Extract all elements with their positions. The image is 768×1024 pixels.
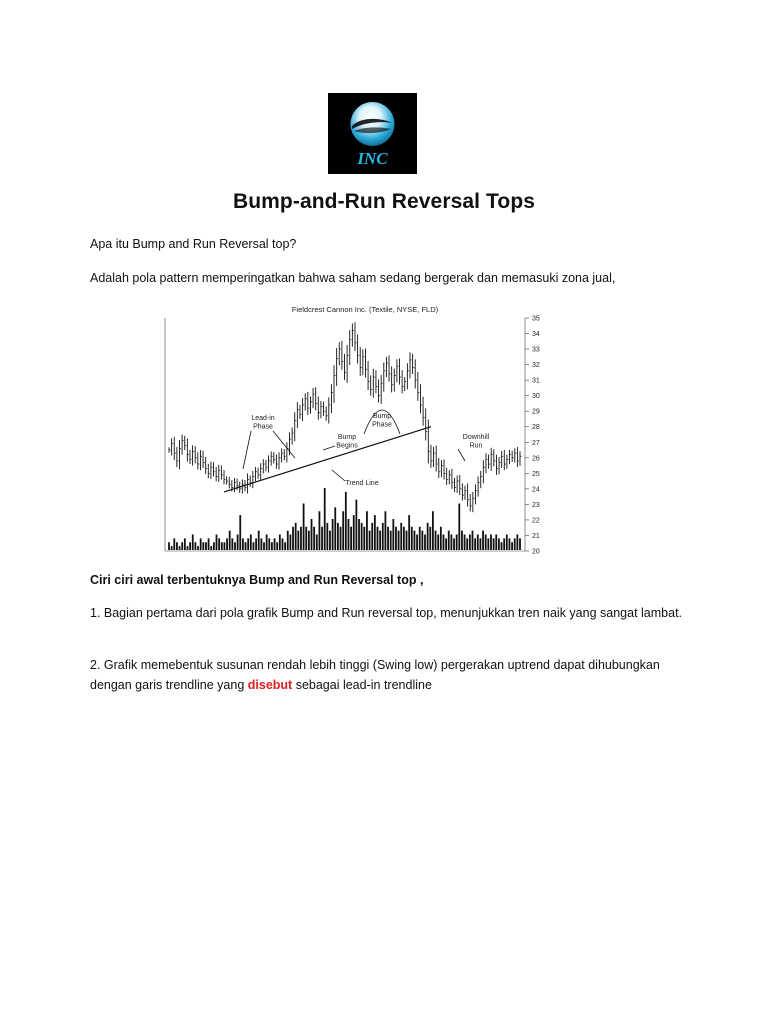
company-logo xyxy=(328,93,417,174)
volume-bar xyxy=(495,535,497,551)
volume-bar xyxy=(395,527,397,550)
volume-bar xyxy=(348,519,350,550)
y-tick-label: 31 xyxy=(532,377,540,385)
volume-bar xyxy=(379,531,381,550)
point-two-text-end: sebagai lead-in trendline xyxy=(292,678,432,692)
volume-bar xyxy=(427,523,429,550)
price-chart-svg xyxy=(155,298,570,554)
volume-bar xyxy=(271,542,273,550)
volume-bar xyxy=(435,531,437,550)
volume-bar xyxy=(274,538,276,550)
volume-bar xyxy=(279,535,281,551)
logo-text: INC xyxy=(357,149,388,168)
volume-bar xyxy=(450,535,452,551)
volume-bar xyxy=(205,542,207,550)
annotation-pointer xyxy=(332,470,345,481)
volume-bar xyxy=(308,531,310,550)
volume-bar xyxy=(400,523,402,550)
volume-bar xyxy=(237,535,239,551)
volume-bar xyxy=(311,519,313,550)
volume-bar xyxy=(218,538,220,550)
volume-bar xyxy=(445,538,447,550)
volume-bar xyxy=(382,523,384,550)
volume-bar xyxy=(210,546,212,550)
price-chart xyxy=(155,298,570,554)
volume-bar xyxy=(202,542,204,550)
page-title: Bump-and-Run Reversal Tops xyxy=(232,190,536,213)
y-tick-label: 34 xyxy=(532,331,540,339)
volume-bar xyxy=(319,511,321,550)
volume-bar xyxy=(355,500,357,550)
y-tick-label: 26 xyxy=(532,455,540,463)
volume-bar xyxy=(200,538,202,550)
chart-annotation-line: Begins xyxy=(336,442,358,450)
volume-bar xyxy=(332,519,334,550)
volume-bar xyxy=(416,535,418,551)
chart-annotation-line: Bump xyxy=(372,413,392,420)
volume-bar xyxy=(229,531,231,550)
y-tick-label: 28 xyxy=(532,424,540,432)
volume-bar xyxy=(224,542,226,550)
volume-bar xyxy=(213,542,215,550)
volume-bar xyxy=(168,542,170,550)
question-text: Apa itu Bump and Run Reversal top? xyxy=(90,237,297,251)
volume-bar xyxy=(255,538,257,550)
volume-bar xyxy=(303,504,305,551)
point-two-text xyxy=(90,655,690,695)
highlighted-word: disebut xyxy=(247,678,293,692)
trend-line xyxy=(224,427,431,492)
volume-bar xyxy=(390,531,392,550)
volume-bar xyxy=(408,515,410,550)
volume-bar xyxy=(326,523,328,550)
volume-bar xyxy=(466,538,468,550)
volume-bar xyxy=(421,531,423,550)
volume-bar xyxy=(234,542,236,550)
y-tick-label: 25 xyxy=(532,470,540,478)
volume-bar xyxy=(305,527,307,550)
y-tick-label: 22 xyxy=(532,517,540,525)
volume-bar xyxy=(514,538,516,550)
volume-bar xyxy=(226,538,228,550)
volume-bar xyxy=(424,535,426,551)
y-tick-label: 32 xyxy=(532,362,540,370)
volume-bar xyxy=(464,535,466,551)
volume-bar xyxy=(189,542,191,550)
volume-bar xyxy=(385,511,387,550)
volume-bar xyxy=(506,535,508,551)
volume-bar xyxy=(511,542,513,550)
volume-bar xyxy=(260,538,262,550)
volume-bar xyxy=(289,535,291,551)
volume-bar xyxy=(456,535,458,551)
volume-bar xyxy=(181,542,183,550)
volume-bar xyxy=(350,527,352,550)
y-tick-label: 35 xyxy=(532,315,540,323)
volume-bar xyxy=(516,535,518,551)
volume-bar xyxy=(263,542,265,550)
volume-bar xyxy=(403,527,405,550)
volume-bar xyxy=(173,538,175,550)
volume-bar xyxy=(461,531,463,550)
volume-bar xyxy=(406,531,408,550)
volume-bar xyxy=(337,523,339,550)
volume-bar xyxy=(498,538,500,550)
volume-bar xyxy=(334,507,336,550)
y-tick-label: 30 xyxy=(532,393,540,401)
volume-bar xyxy=(221,542,223,550)
volume-bar xyxy=(245,542,247,550)
volume-bar xyxy=(171,546,173,550)
annotation-pointer xyxy=(458,449,465,461)
volume-bar xyxy=(519,538,521,550)
volume-bar xyxy=(387,527,389,550)
volume-bar xyxy=(374,515,376,550)
volume-bar xyxy=(342,511,344,550)
volume-bar xyxy=(208,538,210,550)
volume-bar xyxy=(250,535,252,551)
volume-bar xyxy=(487,538,489,550)
volume-bar xyxy=(194,542,196,550)
volume-bar xyxy=(247,538,249,550)
volume-bar xyxy=(472,531,474,550)
volume-bar xyxy=(292,527,294,550)
volume-bar xyxy=(458,504,460,551)
volume-bar xyxy=(239,515,241,550)
volume-bar xyxy=(411,527,413,550)
volume-bar xyxy=(490,535,492,551)
volume-bar xyxy=(295,523,297,550)
volume-bar xyxy=(398,531,400,550)
volume-bar xyxy=(443,535,445,551)
volume-bar xyxy=(453,538,455,550)
chart-annotation-line: Phase xyxy=(253,423,273,431)
annotation-pointer xyxy=(323,446,335,450)
volume-bar xyxy=(197,546,199,550)
volume-bar xyxy=(316,535,318,551)
volume-bar xyxy=(440,527,442,550)
point-one-text: 1. Bagian pertama dari pola grafik Bump and Run reversal top, menunjukkan tren naik yang sangat lambat. xyxy=(90,606,683,620)
chart-annotation xyxy=(345,480,378,487)
volume-bar xyxy=(469,535,471,551)
chart-annotation xyxy=(463,434,490,450)
volume-bar xyxy=(266,535,268,551)
chart-annotation-line: Run xyxy=(469,442,483,450)
volume-bar xyxy=(501,542,503,550)
volume-bar xyxy=(216,535,218,551)
volume-bar xyxy=(419,527,421,550)
volume-bar xyxy=(482,531,484,550)
volume-bar xyxy=(268,538,270,550)
volume-bar xyxy=(361,523,363,550)
volume-bar xyxy=(258,531,260,550)
volume-bar xyxy=(231,538,233,550)
volume-bar xyxy=(179,546,181,550)
y-tick-label: 20 xyxy=(532,548,540,554)
y-tick-label: 29 xyxy=(532,408,540,416)
volume-bar xyxy=(340,527,342,550)
chart-annotation-line: Lead-in xyxy=(251,415,275,422)
volume-bar xyxy=(363,527,365,550)
volume-bar xyxy=(300,527,302,550)
chart-annotation-line: Downhill xyxy=(462,434,490,441)
chart-annotation-line: Bump xyxy=(337,434,357,441)
volume-bar xyxy=(392,519,394,550)
volume-bar xyxy=(253,542,255,550)
volume-bar xyxy=(284,542,286,550)
volume-bar xyxy=(429,527,431,550)
volume-bar xyxy=(276,542,278,550)
y-tick-label: 23 xyxy=(532,501,540,509)
volume-bar xyxy=(321,527,323,550)
volume-bar xyxy=(480,538,482,550)
volume-bar xyxy=(437,535,439,551)
volume-bar xyxy=(324,488,326,550)
definition-text: Adalah pola pattern memperingatkan bahwa saham sedang bergerak dan memasuki zona jual, xyxy=(90,271,616,285)
volume-bar xyxy=(242,538,244,550)
chart-title: Fieldcrest Cannon Inc. (Textile, NYSE, FLD) xyxy=(291,305,439,314)
chart-annotation xyxy=(372,413,392,429)
volume-bar xyxy=(366,511,368,550)
volume-bar xyxy=(287,531,289,550)
volume-bar xyxy=(187,546,189,550)
y-tick-label: 21 xyxy=(532,532,540,540)
volume-bar xyxy=(493,538,495,550)
y-tick-label: 24 xyxy=(532,486,540,494)
annotation-pointer xyxy=(243,431,251,469)
volume-bar xyxy=(353,515,355,550)
volume-bar xyxy=(184,538,186,550)
volume-bar xyxy=(329,531,331,550)
point-two-text-start: 2. Grafik memebentuk susunan rendah lebih tinggi (Swing low) pergerakan uptrend dapat dihubungkan dengan garis trendline yang xyxy=(90,658,660,692)
inc-logo-graphic xyxy=(328,93,417,174)
volume-bar xyxy=(448,531,450,550)
volume-bar xyxy=(377,527,379,550)
volume-bar xyxy=(176,542,178,550)
volume-bar xyxy=(358,519,360,550)
volume-bar xyxy=(313,527,315,550)
volume-bar xyxy=(369,531,371,550)
volume-bar xyxy=(282,538,284,550)
volume-bar xyxy=(192,535,194,551)
volume-bar xyxy=(474,538,476,550)
volume-bar xyxy=(503,538,505,550)
chart-annotation-line: Phase xyxy=(372,421,392,429)
volume-bar xyxy=(509,538,511,550)
volume-bar xyxy=(345,492,347,550)
chart-annotation xyxy=(336,434,358,450)
y-tick-label: 33 xyxy=(532,346,540,354)
volume-bar xyxy=(485,535,487,551)
volume-bar xyxy=(432,511,434,550)
y-tick-label: 27 xyxy=(532,439,540,447)
volume-bar xyxy=(297,531,299,550)
chart-annotation xyxy=(251,415,274,431)
volume-bar xyxy=(414,531,416,550)
section-subheading: Ciri ciri awal terbentuknya Bump and Run Reversal top , xyxy=(90,573,424,587)
volume-bar xyxy=(477,535,479,551)
volume-bar xyxy=(371,523,373,550)
chart-annotation-line: Trend Line xyxy=(345,480,379,487)
